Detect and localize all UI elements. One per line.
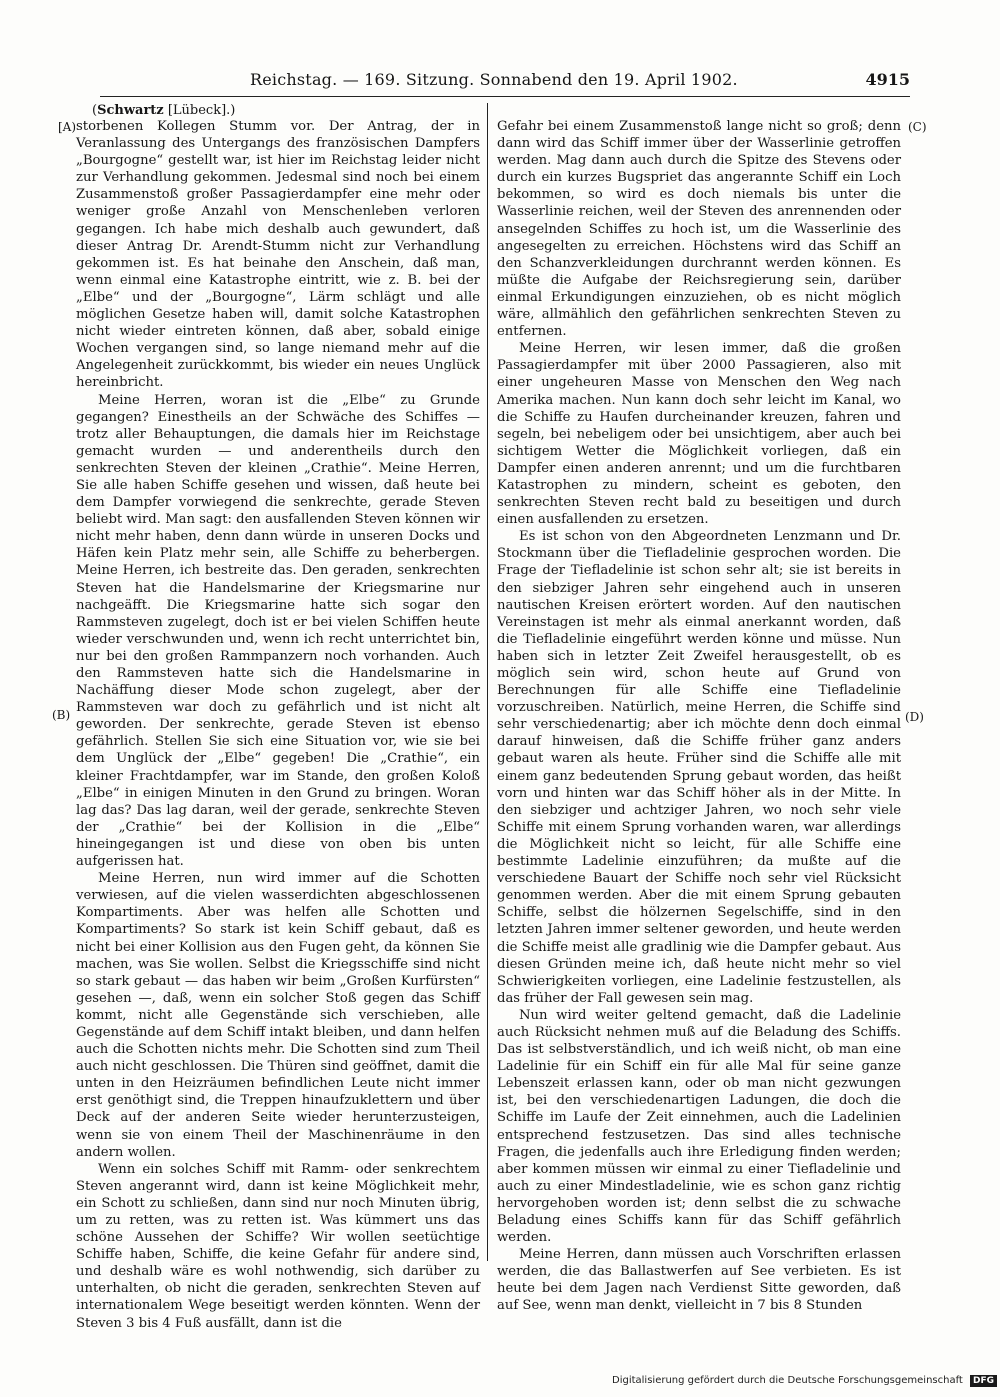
paragraph: Meine Herren, dann müssen auch Vorschriften erlassen werden, die das Ballastwerfen auf See verbieten. Es ist heute bei dem Jagen nach Verdienst Sitte geworden, daß auf See, wenn man denkt, vielleicht in 7 bis 8 Stunden <box>497 1247 901 1314</box>
header-title: Reichstag. — 169. Sitzung. Sonnabend den 19. April 1902. <box>250 70 738 89</box>
left-column <box>76 118 480 1332</box>
digitization-footer <box>612 1375 997 1387</box>
right-column <box>497 118 901 1315</box>
page-number: 4915 <box>865 70 910 89</box>
paragraph: Meine Herren, woran ist die „Elbe“ zu Grunde gegangen? Einestheils an der Schwäche des Schiffes — trotz aller Behauptungen, die damals hier im Reichstage gemacht wurden — und anderentheils durch den senkrechten Steven der kleinen „Crathie“. Meine Herren, Sie alle haben Schiffe gesehen und wissen, daß heute bei dem Dampfer vorwiegend die senkrechte, gerade Steven beliebt wird. Man sagt: den ausfallenden Steven können wir nicht mehr haben, denn dann würde in unseren Docks und Häfen kein Platz mehr sein, alle Schiffe zu beherbergen. Meine Herren, ich bestreite das. Den geraden, senkrechten Steven hat die Handelsmarine der Kriegsmarine nur nachgeäfft. Die Kriegsmarine hatte sich sogar den Rammsteven zugelegt, doch ist er bei vielen Schiffen heute wieder verschwunden und, wenn ich recht unterrichtet bin, nur bei den großen Rammpanzern noch vorhanden. Auch den Rammsteven hatte sich die Handelsmarine in Nachäffung dieser Mode schon zugelegt, aber der Rammsteven war doch zu gefährlich und ist nicht alt geworden. Der senkrechte, gerade Steven ist ebenso gefährlich. Stellen Sie sich eine Situation vor, wie sie bei dem Unglück der „Elbe“ gegeben! Die „Crathie“, ein kleiner Frachtdampfer, war im Stande, den großen Koloß „Elbe“ in einigen Minuten in den Grund zu bringen. Woran lag das? Das lag daran, weil der gerade, senkrechte Steven der „Crathie“ bei der Kollision in die „Elbe“ hineingegangen ist und diese von oben bis unten aufgerissen hat. <box>76 392 480 870</box>
paragraph: Wenn ein solches Schiff mit Ramm- oder senkrechtem Steven angerannt wird, dann ist keine Möglichkeit mehr, ein Schott zu schließen, dann sind nur noch Minuten übrig, um zu retten, was zu retten ist. Was kümmert uns das schöne Aussehen der Schiffe? Wir wollen seetüchtige Schiffe haben, Schiffe, die keine Gefahr für andere sind, und deshalb wäre es wohl nothwendig, sich darüber zu unterhalten, ob nicht die geraden, senkrechten Steven auf internationalem Wege beseitigt werden könnten. Wenn der Steven 3 bis 4 Fuß ausfällt, dann ist die <box>76 1161 480 1331</box>
dfg-logo: DFG <box>970 1375 997 1387</box>
page-header <box>100 70 910 98</box>
header-rule <box>100 96 910 97</box>
speaker-name: Schwartz <box>97 103 164 118</box>
speaker-place: [Lübeck].) <box>167 103 236 118</box>
paragraph: Es ist schon von den Abgeordneten Lenzmann und Dr. Stockmann über die Tiefladelinie gesprochen worden. Die Frage der Tiefladelinie ist schon sehr alt; sie ist bereits in den siebziger Jahren sehr eingehend auch in unseren nautischen Kreisen erörtert worden. Auf den nautischen Vereinstagen ist mehr als einmal anerkannt worden, daß die Tiefladelinie eingeführt werden könne und müsse. Nun haben sich in letzter Zeit Zweifel herausgestellt, ob es möglich sein wird, schon heute auf Grund von Berechnungen für alle Schiffe eine Tiefladelinie vorzuschreiben. Natürlich, meine Herren, die Schiffe sind sehr verschiedenartig; aber ich möchte denn doch einmal darauf hinweisen, daß die Schiffe früher ganz anders gebaut waren als heute. Früher sind die Schiffe alle mit einem ganz bedeutenden Sprung gebaut worden, das heißt vorn und hinten war das Schiff höher als in der Mitte. In den siebziger und achtziger Jahren, wo noch sehr viele Schiffe mit einem Sprung vorhanden waren, war allerdings die Möglichkeit nicht so leicht, für alle Schiffe eine bestimmte Ladelinie einzuführen; da mußte auf die verschiedene Bauart der Schiffe noch sehr viel Rücksicht genommen werden. Aber die mit einem Sprung gebauten Schiffe, selbst die hölzernen Segelschiffe, sind in den letzten Jahren immer seltener geworden, und heute werden die Schiffe meist alle gradlinig wie die Dampfer gebaut. Aus diesen Gründen meine ich, daß heute nicht mehr so viel Schwierigkeiten vorliegen, eine Ladelinie festzustellen, als das früher der Fall gewesen sein mag. <box>497 529 901 1006</box>
margin-mark-c: (C) <box>908 120 927 134</box>
speaker-open-paren: ( <box>92 103 98 118</box>
speaker-line <box>92 103 235 118</box>
paragraph: storbenen Kollegen Stumm vor. Der Antrag, der in Veranlassung des Untergangs des französischen Dampfers „Bourgogne“ gestellt war, ist hier im Reichstag leider nicht zur Verhandlung gekommen. Jedesmal sind noch bei einem Zusammenstoß großer Passagierdampfer eine mehr oder weniger große Anzahl von Menschenleben verloren gegangen. Ich habe mich deshalb auch gewundert, daß dieser Antrag Dr. Arendt-Stumm nicht zur Verhandlung gekommen ist. Es hat beinahe den Anschein, daß man, wenn einmal eine Katastrophe eintritt, wie z. B. bei der „Elbe“ und der „Bourgogne“, Lärm schlägt und alle möglichen Gesetze haben will, damit solche Katastrophen nicht wieder eintreten können, daß aber, sobald einige Wochen vergangen sind, so lange niemand mehr auf die Angelegenheit zurückkommt, bis wieder ein neues Unglück hereinbricht. <box>76 119 480 391</box>
column-divider <box>487 103 488 1261</box>
margin-mark-a: [A) <box>58 120 77 134</box>
margin-mark-d: (D) <box>905 710 924 724</box>
paragraph: Meine Herren, wir lesen immer, daß die großen Passagierdampfer mit über 2000 Passagieren, also mit einer ungeheuren Masse von Menschen den Weg nach Amerika machen. Nun kann doch sehr leicht im Kanal, wo die Schiffe zu Haufen durcheinander kreuzen, fahren und segeln, bei nebeligem oder bei unsichtigem, aber auch bei sichtigem Wetter die Möglichkeit vorliegen, daß ein Dampfer einen anderen anrennt; und um die furchtbaren Katastrophen zu mindern, scheint es geboten, den senkrechten Steven recht bald zu beseitigen und durch einen ausfallenden zu ersetzen. <box>497 341 901 528</box>
paragraph: Gefahr bei einem Zusammenstoß lange nicht so groß; denn dann wird das Schiff immer über der Wasserlinie getroffen werden. Mag dann auch durch die Spitze des Stevens oder durch ein kurzes Bugspriet das angerannte Schiff ein Loch bekommen, so wird es doch niemals bis unter die Wasserlinie reichen, weil der Steven des anrennenden oder ansegelnden Schiffes zu hoch ist, um die Wasserlinie des angesegelten zu erreichen. Höchstens wird das Schiff an den Schanzverkleidungen durchrannt werden können. Es müßte die Aufgabe der Reichsregierung sein, darüber einmal Erkundigungen einzuziehen, ob es nicht möglich wäre, allmählich den gefährlichen senkrechten Steven zu entfernen. <box>497 119 901 340</box>
paragraph: Nun wird weiter geltend gemacht, daß die Ladelinie auch Rücksicht nehmen muß auf die Beladung des Schiffs. Das ist selbstverständlich, und ich weiß nicht, ob man eine Ladelinie für ein Schiff ein für alle Mal für seine ganze Lebenszeit erlassen kann, oder ob man nicht gezwungen ist, bei den verschiedenartigen Ladungen, die doch die Schiffe im Laufe der Zeit einnehmen, auch die Ladelinien entsprechend festzusetzen. Das sind alles technische Fragen, die jedenfalls auch ihre Erledigung finden werden; aber kommen müssen wir einmal zu einer Tiefladelinie und auch zu einer Mindestladelinie, wie es schon ganz richtig hervorgehoben worden ist; denn selbst die zu schwache Beladung eines Schiffs kann für das Schiff gefährlich werden. <box>497 1007 901 1246</box>
footer-text: Digitalisierung gefördert durch die Deutsche Forschungsgemeinschaft <box>612 1375 963 1386</box>
margin-mark-b: (B) <box>52 708 71 722</box>
paragraph: Meine Herren, nun wird immer auf die Schotten verwiesen, auf die vielen wasserdichten abgeschlossenen Kompartiments. Aber was helfen alle Schotten und Kompartiments? So stark ist kein Schiff gebaut, daß es nicht bei einer Kollision aus den Fugen geht, da können Sie machen, was Sie wollen. Selbst die Kriegsschiffe sind nicht so stark gebaut — das haben wir beim „Großen Kurfürsten“ gesehen —, daß, wenn ein solcher Stoß gegen das Schiff kommt, nicht alle Gegenstände sich verschieben, alle Gegenstände auf dem Schiff intakt bleiben, und dann helfen auch die Schotten nichts mehr. Die Schotten sind zum Theil auch nicht geschlossen. Die Thüren sind geöffnet, damit die unten in den Heizräumen befindlichen Leute nicht immer erst genöthigt sind, die Treppen hinaufzuklettern und über Deck auf der anderen Seite wieder herunterzusteigen, wenn sie von einem Theil der Maschinenräume in den andern wollen. <box>76 871 480 1160</box>
